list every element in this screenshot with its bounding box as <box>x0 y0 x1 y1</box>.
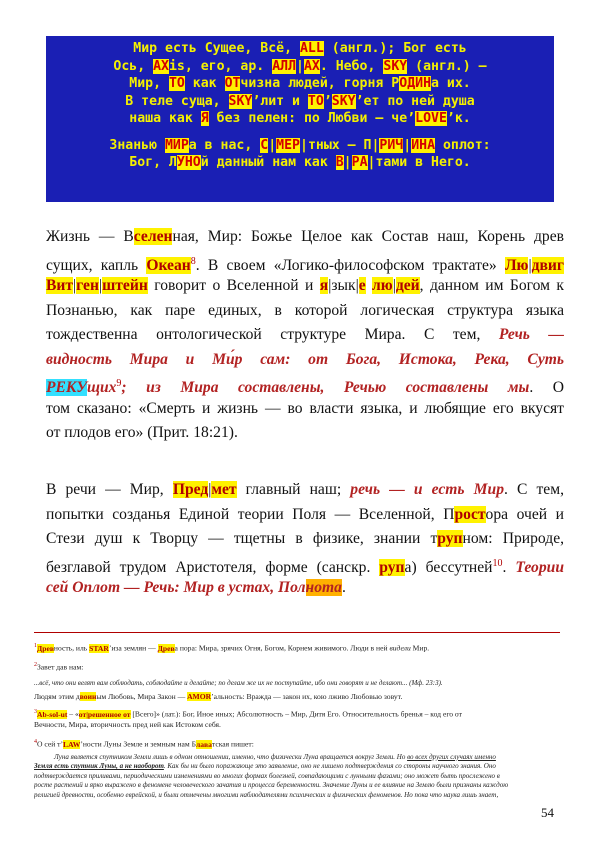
footnote-line: $^2$Завет дав нам: <box>34 662 84 672</box>
footnote-line: $^4$О сей т’LAW’ности Луны Земле и земным нам Блаватская пишет: <box>34 739 254 749</box>
footnote-separator <box>34 632 560 633</box>
text-line: тождественна онтологической структуре Мира. С тем, Речь — <box>46 326 564 343</box>
text-line: безглавой трудом Аристотеля, форме (санскр. рупа) бессутней$^{10}$. Теории <box>46 557 564 576</box>
banner-line: Знанью МИРа в нас, С|МЕР|тных — П|РИЧ|ИНА оплот: <box>109 137 491 153</box>
footnote-line: подтверждается приливами, периодическими изменениями во многих формах болезней, совпадающими с лунными фазами; оно может быть прослежено в <box>34 771 500 780</box>
text-line: видность Мира и Ми́р сам: от Бога, Истока, Река, Суть <box>46 350 564 368</box>
footnote-line: религией древности, особенно еврейской, и были отмечены многими наблюдателями психических и физических феноменов. Но пока что наука лишь знает, <box>34 790 499 799</box>
text-line: Стези душ к Творцу — тщетны в физике, знании трупном: Природе, <box>46 530 564 547</box>
text-line: сущих, капль Океан$^8$. В своем «Логико-философском трактате» Лю|двиг <box>46 255 564 274</box>
text-line: сей Оплот — Речь: Мир в устах, Полнота. <box>46 579 346 596</box>
banner-line: наша как Я без пелен: по Любви — че’LOVE’к. <box>129 111 471 126</box>
footnote-line: Земля есть спутник Луны, а не наоборот. Как бы ни было поражающе это заявление, оно не лишено подтверждения со стороны научного знания. Оно <box>34 762 496 771</box>
page-number: 54 <box>541 805 554 820</box>
text-line: том сказано: «Смерть и жизнь — во власти языка, и любящие его вкусят <box>46 399 564 417</box>
footnote-3 <box>34 707 560 730</box>
text-line: Вит|ген|штейн говорит о Вселенной и я|зык|е лю|дей, данном им Богом к <box>46 277 564 294</box>
banner-line: В теле суща, SKY’лит и ТО’SKY’ет по ней душа <box>125 93 475 109</box>
text-line: от плодов его» (Прит. 18:21). <box>46 424 238 441</box>
banner-line: Бог, ЛУНОй данный нам как В|РА|тами в Него. <box>129 155 471 170</box>
banner-line: Мир есть Сущее, Всё, ALL (англ.); Бог есть <box>133 41 467 56</box>
banner-verse-1 <box>54 40 546 128</box>
footnote-line: $^1$Древность, иль STAR’иза землян — Древа пора: Мира, зрячих Огня, Богом, Корнем живимого. Люди в ней видели Мир. <box>34 643 430 653</box>
footnote-line: Луна является спутником Земли лишь в одном отношении, именно, что физически Луна вращается вокруг Земли. Но во всех других случаях именно <box>54 752 496 761</box>
footnote-line: росте растений и ярко выражено в феномене человеческого зачатия и процесса беременности. Значение Луны и ее влияние на Землю были признаны каждою <box>34 781 509 790</box>
text-line: РЕКУщих$^9$; из Мира составлены, Речью составлены мы. О <box>46 378 564 397</box>
footnote-2 <box>34 660 560 702</box>
text-line: В речи — Мир, Пред|мет главный наш; речь — и есть Мир. С тем, <box>46 481 564 498</box>
footnote-line: $^3$Ab-sol-ut – «от|решенное от [Всего]» (лат.): Бог, Иное иных; Абсолютность – Мир, Дитя Его. Относительность бренья – код его от <box>34 709 462 719</box>
footnote-4 <box>34 737 560 801</box>
banner-line: Мир, ТО как ОТчизна людей, горня РОДИНа их. <box>129 76 471 91</box>
footnote-line: Людям этим двоиным Любовь, Мира Закон — AMOR’альность: Вражда — закон их, кою лживо Любовью зовут. <box>34 692 403 702</box>
title-banner <box>46 36 554 202</box>
footnote-line: ...всё, что они велят вам соблюдать, соблюдайте и делайте; по делам же их не поступайте, ибо они говорят и не делают... (Мф. 23:3). <box>34 678 443 687</box>
text-line: Жизнь — Вселенная, Мир: Божье Целое как Состав наш, Корень древ <box>46 228 564 245</box>
paragraph-2 <box>46 478 564 601</box>
paragraph-1 <box>46 225 564 446</box>
banner-verse-2 <box>54 137 546 172</box>
text-line: попытки созданья Единой теории Поля — Вселенной, Простора очей и <box>46 505 564 523</box>
banner-line: Ось, AXis, его, ар. АЛЛ|АХ. Небо, SKY (англ.) — <box>113 58 487 74</box>
footnote-line: Вечности, Мира, вторичность пред ней как Истоком себя. <box>34 719 221 729</box>
footnote-1 <box>34 641 560 654</box>
text-line: Познанью, как паре единых, в которой логическая структура языка <box>46 301 564 319</box>
